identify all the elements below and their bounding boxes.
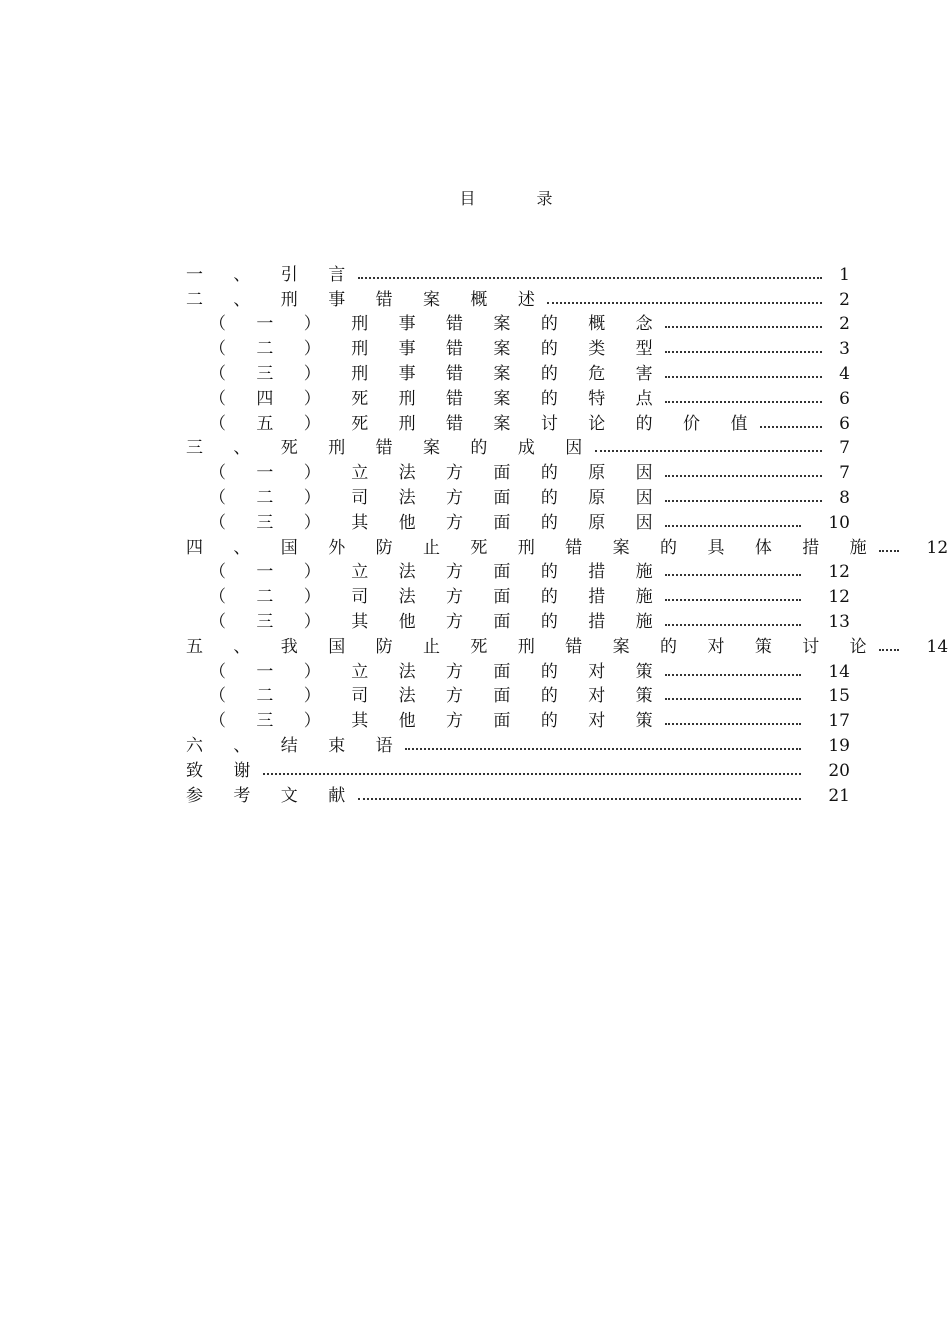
toc-entry[interactable] [186, 286, 850, 311]
toc-entry[interactable] [186, 707, 850, 732]
toc-entry-page: 8 [839, 487, 850, 508]
toc-entry-label: （ 一 ） 刑 事 错 案 的 概 念 [209, 314, 666, 335]
toc-entry[interactable] [186, 534, 949, 559]
dot-leader [665, 500, 822, 502]
toc-entry-page: 15 [828, 686, 850, 707]
toc-entry[interactable] [186, 385, 850, 410]
toc-entry[interactable] [186, 658, 850, 683]
toc-entry[interactable] [186, 509, 850, 534]
toc-entry-label: （ 二 ） 司 法 方 面 的 措 施 [209, 587, 666, 608]
toc-entry[interactable] [186, 583, 850, 608]
toc-title: 目 录 [459, 189, 581, 208]
dot-leader [665, 624, 801, 626]
dot-leader [665, 326, 822, 328]
toc-entry[interactable] [186, 757, 850, 782]
toc-entry-label: （ 三 ） 刑 事 错 案 的 危 害 [209, 363, 666, 384]
toc-entry-page: 17 [828, 711, 850, 732]
toc-entry-page: 3 [839, 339, 850, 360]
dot-leader [665, 698, 801, 700]
toc-entry-page: 12 [828, 562, 850, 583]
toc-entry-page: 7 [839, 463, 850, 484]
dot-leader [665, 401, 822, 403]
toc-entry[interactable] [186, 410, 850, 435]
dot-leader [665, 674, 801, 676]
dot-leader [665, 351, 822, 353]
toc-entry-page: 7 [839, 438, 850, 459]
toc-entry[interactable] [186, 435, 850, 460]
dot-leader [358, 798, 801, 800]
toc-entry-label: （ 二 ） 司 法 方 面 的 原 因 [209, 487, 666, 508]
toc-entry-label: 一 、 引 言 [186, 264, 358, 285]
toc-entry-label: 二 、 刑 事 错 案 概 述 [186, 289, 548, 310]
toc-entry[interactable] [186, 459, 850, 484]
toc-entry-page: 6 [839, 413, 850, 434]
dot-leader [879, 649, 899, 651]
dot-leader [358, 277, 822, 279]
toc-entry-page: 2 [839, 314, 850, 335]
toc-entry-label: （ 一 ） 立 法 方 面 的 原 因 [209, 463, 666, 484]
toc-entry-label: （ 一 ） 立 法 方 面 的 对 策 [209, 661, 666, 682]
dot-leader [665, 723, 801, 725]
toc-entry-label: 四 、 国 外 防 止 死 刑 错 案 的 具 体 措 施 [186, 537, 880, 558]
dot-leader [665, 475, 822, 477]
toc-entry-label: （ 三 ） 其 他 方 面 的 措 施 [209, 611, 666, 632]
toc-entry-label: 五 、 我 国 防 止 死 刑 错 案 的 对 策 讨 论 [186, 636, 880, 657]
toc-entry-page: 12 [926, 537, 949, 558]
toc-entry-page: 14 [926, 636, 949, 657]
toc-entry-label: （ 一 ） 立 法 方 面 的 措 施 [209, 562, 666, 583]
toc-entry-page: 13 [828, 611, 850, 632]
toc-entry-label: 六 、 结 束 语 [186, 735, 406, 756]
toc-entry-page: 20 [828, 760, 850, 781]
dot-leader [879, 550, 899, 552]
toc-entry-page: 19 [828, 735, 850, 756]
toc-entry[interactable] [186, 335, 850, 360]
toc-entry-label: 参 考 文 献 [186, 785, 358, 806]
table-of-contents [186, 261, 949, 807]
toc-entry-label: （ 二 ） 司 法 方 面 的 对 策 [209, 686, 666, 707]
toc-entry[interactable] [186, 484, 850, 509]
toc-entry[interactable] [186, 782, 850, 807]
toc-entry[interactable] [186, 559, 850, 584]
toc-entry[interactable] [186, 608, 850, 633]
toc-entry-page: 1 [839, 264, 850, 285]
toc-entry-label: 致 谢 [186, 760, 263, 781]
toc-entry-label: 三 、 死 刑 错 案 的 成 因 [186, 438, 595, 459]
toc-entry[interactable] [186, 732, 850, 757]
toc-entry-page: 4 [839, 363, 850, 384]
toc-entry-page: 6 [839, 388, 850, 409]
toc-entry-page: 2 [839, 289, 850, 310]
toc-entry[interactable] [186, 311, 850, 336]
toc-entry[interactable] [186, 683, 850, 708]
dot-leader [760, 426, 822, 428]
dot-leader [405, 748, 801, 750]
toc-entry-page: 14 [828, 661, 850, 682]
toc-entry-label: （ 三 ） 其 他 方 面 的 原 因 [209, 512, 666, 533]
toc-entry-page: 10 [828, 512, 850, 533]
toc-entry-page: 12 [828, 587, 850, 608]
toc-entry-page: 21 [828, 785, 850, 806]
dot-leader [665, 525, 801, 527]
toc-entry-label: （ 四 ） 死 刑 错 案 的 特 点 [209, 388, 666, 409]
dot-leader [595, 450, 822, 452]
dot-leader [665, 599, 801, 601]
toc-entry-label: （ 三 ） 其 他 方 面 的 对 策 [209, 711, 666, 732]
toc-entry[interactable] [186, 261, 850, 286]
toc-entry[interactable] [186, 633, 949, 658]
toc-entry[interactable] [186, 360, 850, 385]
toc-entry-label: （ 二 ） 刑 事 错 案 的 类 型 [209, 339, 666, 360]
dot-leader [665, 574, 801, 576]
dot-leader [263, 773, 801, 775]
toc-entry-label: （ 五 ） 死 刑 错 案 讨 论 的 价 值 [209, 413, 760, 434]
dot-leader [665, 376, 822, 378]
dot-leader [547, 302, 822, 304]
